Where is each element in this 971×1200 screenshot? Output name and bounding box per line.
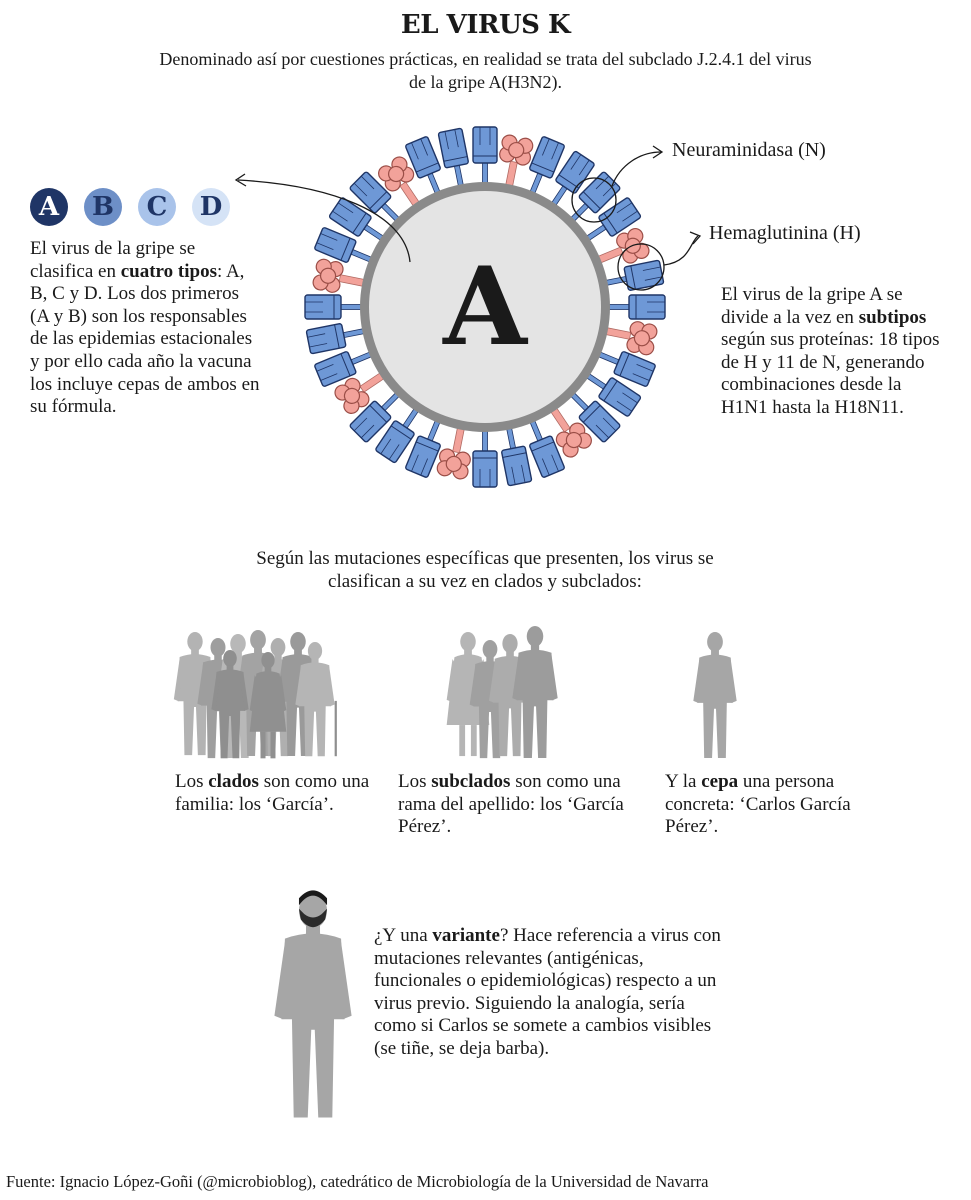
bearded-man-silhouette — [274, 890, 351, 1117]
type-c-circle: C — [138, 188, 176, 226]
branch-silhouette-group — [447, 626, 558, 758]
subtypes-text-before: El virus de la gripe A se divide a la vez en — [721, 284, 903, 328]
clados-text-after: son como una familia: los ‘García’. — [175, 771, 370, 815]
type-d-circle: D — [192, 188, 230, 226]
infographic-title: EL VIRUS K — [400, 10, 571, 40]
clados-description — [175, 771, 375, 816]
subclados-description — [398, 771, 638, 839]
variant-description — [374, 925, 724, 1061]
mutations-intro: Según las mutaciones específicas que presenten, los virus se clasifican a su vez en clados y subclados: — [256, 548, 714, 592]
carlos-silhouette — [693, 632, 736, 758]
types-text-before: El virus de la gripe se clasifica en — [30, 238, 196, 282]
source-credit: Fuente: Ignacio López-Goñi (@microbioblog), catedrático de Microbiología de la Universidad de Navarra — [6, 1172, 709, 1191]
cepa-text-before: Y la — [665, 771, 702, 792]
variant-text-bold: variante — [432, 925, 500, 946]
virus-center-letter: A — [443, 244, 527, 370]
single-person-silhouette — [693, 632, 736, 758]
types-text-after: : A, B, C y D. Los dos primeros (A y B) son los responsables de las epidemias estacionales y por ello cada año la vacuna los incluye cepas de ambos en su fórmula. — [30, 260, 260, 418]
variant-text-after: ? Hace referencia a virus con mutaciones relevantes (antigénicas, funcionales o epidemiológicas) respecto a un virus previo. Siguiendo la analogía, sería como si Carlos se somete a cambios visibles (se tiñe, se deja barba). — [374, 925, 721, 1059]
variant-text-before: ¿Y una — [374, 925, 433, 946]
neuraminidase-label: Neuraminidasa (N) — [672, 139, 826, 161]
clados-text-bold: clados — [208, 771, 259, 792]
subtypes-text-bold: subtipos — [858, 306, 927, 328]
clados-text-before: Los — [175, 771, 209, 792]
subclados-text-before: Los — [398, 771, 432, 792]
infographic-subtitle: Denominado así por cuestiones prácticas, en realidad se trata del subclado J.2.4.1 del virus de la gripe A(H3N2). — [159, 49, 812, 92]
type-b-circle: B — [84, 188, 122, 226]
family-silhouette-group — [174, 630, 337, 758]
subtypes-text-after: según sus proteínas: 18 tipos de H y 11 de N, generando combinaciones desde la H1N1 hasta la H18N11. — [721, 329, 940, 418]
cepa-description — [665, 771, 880, 839]
hemagglutinin-label: Hemaglutinina (H) — [709, 222, 861, 244]
subclados-text-bold: subclados — [431, 771, 511, 792]
types-text-bold: cuatro tipos — [120, 260, 217, 282]
type-a-circle: A — [30, 188, 68, 226]
cepa-text-after: una persona concreta: ‘Carlos García Pérez’. — [665, 771, 851, 838]
cepa-text-bold: cepa — [701, 771, 739, 792]
subclados-text-after: son como una rama del apellido: los ‘García Pérez’. — [398, 771, 624, 838]
